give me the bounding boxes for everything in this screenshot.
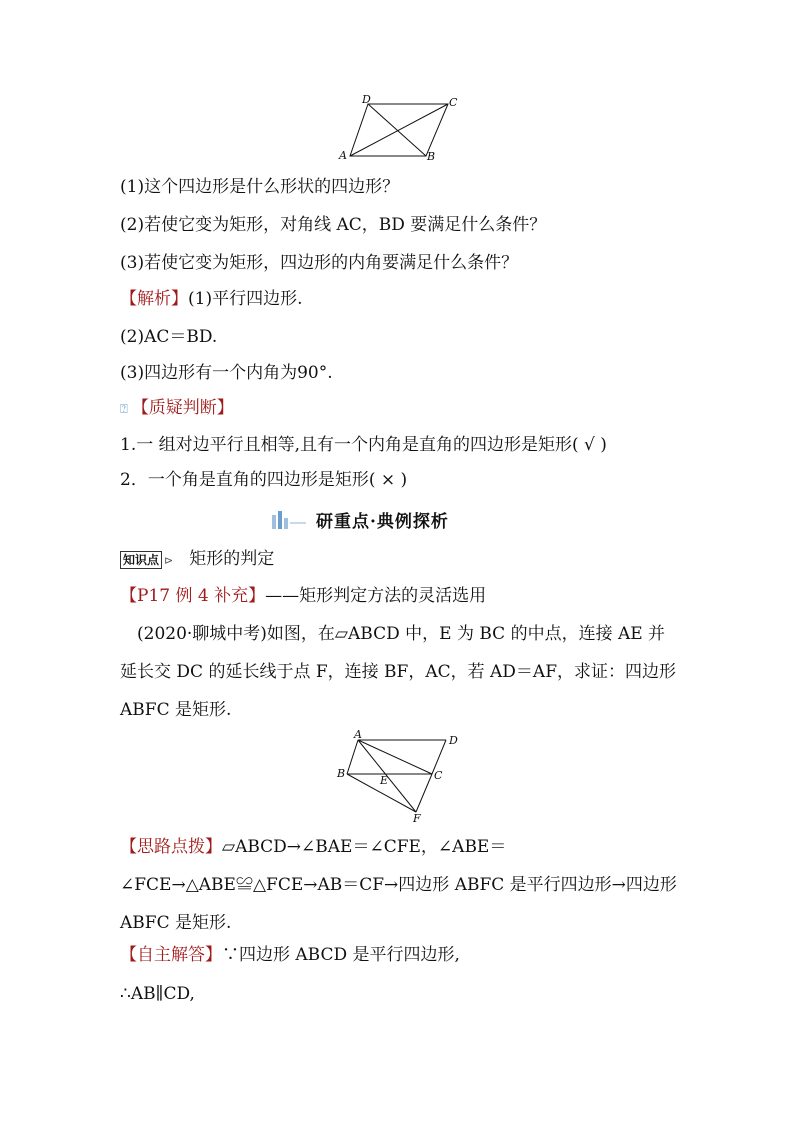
- label-c: C: [449, 96, 458, 109]
- answer-line-2: ∴AB∥CD,: [120, 984, 195, 1004]
- label-d: D: [362, 94, 371, 106]
- knowledge-point-row: [120, 548, 274, 572]
- label-c2: C: [434, 769, 443, 782]
- knowledge-point-title: 矩形的判定: [189, 549, 275, 569]
- label-d2: D: [449, 734, 458, 747]
- arrow-icon: ⊳: [164, 554, 174, 567]
- hint-text: ▱ABCD→∠BAE＝∠CFE，∠ABE＝∠FCE→△ABE≌△FCE→AB＝CF→四边形 ABFC 是平行四边形→四边形 ABFC 是矩形.: [120, 837, 677, 933]
- question-3: (3)若使它变为矩形，四边形的内角要满足什么条件？: [120, 253, 519, 273]
- example-tag: 【P17 例 4 补充】: [120, 586, 266, 606]
- parallelogram-figure: [330, 94, 470, 166]
- geometry-figure-abfc: [334, 728, 464, 824]
- question-mark-icon: ⍰: [120, 402, 128, 417]
- answer-line-1: [120, 944, 460, 966]
- label-a2: A: [354, 728, 362, 741]
- judgement-item-2: 2．一个角是直角的四边形是矩形( × ): [120, 470, 408, 490]
- label-e2: E: [380, 774, 389, 787]
- example-subtitle: ——矩形判定方法的灵活选用: [265, 586, 487, 606]
- judgement-tag: 【质疑判断】: [131, 398, 234, 418]
- question-1: (1)这个四边形是什么形状的四边形？: [120, 177, 400, 197]
- label-a: A: [339, 149, 347, 162]
- answer-text-1: ∵四边形 ABCD 是平行四边形,: [222, 945, 460, 965]
- knowledge-point-badge: 知识点: [120, 551, 162, 569]
- section-banner: [270, 506, 449, 532]
- judgement-item-1: 1.一 组对边平行且相等,且有一个内角是直角的四边形是矩形( √ ): [120, 435, 607, 455]
- chart-decoration-icon: [270, 509, 308, 529]
- example-problem: (2020·聊城中考)如图，在▱ABCD 中，E 为 BC 的中点，连接 AE 并延长交 DC 的延长线于点 F，连接 BF，AC，若 AD＝AF，求证：四边形 ABFC 是矩形.: [120, 624, 677, 720]
- section-title: 研重点·典例探析: [316, 511, 449, 532]
- judgement-heading: [120, 397, 234, 421]
- hint-tag: 【思路点拨】: [120, 837, 222, 857]
- label-f2: F: [413, 812, 421, 824]
- hint-paragraph: [120, 828, 680, 942]
- analysis-answer-1: (1)平行四边形.: [188, 289, 303, 309]
- example-heading: [120, 585, 486, 607]
- question-2: (2)若使它变为矩形，对角线 AC，BD 要满足什么条件？: [120, 215, 547, 235]
- label-b: B: [427, 150, 436, 163]
- label-b2: B: [337, 767, 346, 780]
- answer-tag: 【自主解答】: [120, 945, 222, 965]
- analysis-tag: 【解析】: [120, 289, 188, 309]
- analysis-line-1: [120, 288, 302, 310]
- analysis-answer-3: (3)四边形有一个内角为90°.: [120, 363, 333, 383]
- analysis-answer-2: (2)AC＝BD.: [120, 327, 218, 347]
